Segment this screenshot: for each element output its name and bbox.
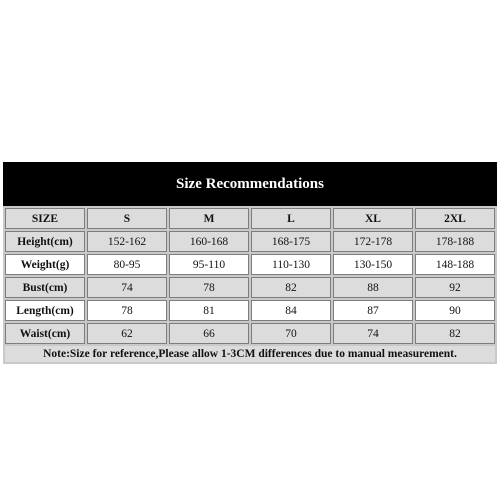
size-table bbox=[3, 206, 497, 346]
table-cell: 82 bbox=[251, 277, 331, 298]
table-cell: 80-95 bbox=[87, 254, 167, 275]
table-cell: 66 bbox=[169, 323, 249, 344]
table-row bbox=[5, 254, 495, 275]
table-cell: 172-178 bbox=[333, 231, 413, 252]
size-chart-title: Size Recommendations bbox=[3, 162, 497, 206]
table-cell: 178-188 bbox=[415, 231, 495, 252]
row-label: Height(cm) bbox=[5, 231, 85, 252]
row-label: Weight(g) bbox=[5, 254, 85, 275]
table-cell: 130-150 bbox=[333, 254, 413, 275]
table-cell: 110-130 bbox=[251, 254, 331, 275]
header-cell: 2XL bbox=[415, 208, 495, 229]
header-cell: L bbox=[251, 208, 331, 229]
table-cell: 152-162 bbox=[87, 231, 167, 252]
table-cell: 78 bbox=[169, 277, 249, 298]
table-row bbox=[5, 323, 495, 344]
header-cell: M bbox=[169, 208, 249, 229]
table-cell: 88 bbox=[333, 277, 413, 298]
header-cell: S bbox=[87, 208, 167, 229]
table-header-row bbox=[5, 208, 495, 229]
table-cell: 74 bbox=[87, 277, 167, 298]
size-note: Note:Size for reference,Please allow 1-3CM differences due to manual measurement. bbox=[3, 344, 497, 364]
table-cell: 62 bbox=[87, 323, 167, 344]
row-label: Length(cm) bbox=[5, 300, 85, 321]
header-cell: XL bbox=[333, 208, 413, 229]
table-cell: 70 bbox=[251, 323, 331, 344]
table-cell: 84 bbox=[251, 300, 331, 321]
table-cell: 78 bbox=[87, 300, 167, 321]
table-row bbox=[5, 277, 495, 298]
table-cell: 74 bbox=[333, 323, 413, 344]
table-row bbox=[5, 231, 495, 252]
table-cell: 81 bbox=[169, 300, 249, 321]
table-cell: 168-175 bbox=[251, 231, 331, 252]
table-cell: 148-188 bbox=[415, 254, 495, 275]
table-cell: 95-110 bbox=[169, 254, 249, 275]
row-label: Waist(cm) bbox=[5, 323, 85, 344]
table-cell: 160-168 bbox=[169, 231, 249, 252]
size-chart bbox=[3, 162, 497, 364]
header-cell: SIZE bbox=[5, 208, 85, 229]
table-cell: 90 bbox=[415, 300, 495, 321]
table-cell: 92 bbox=[415, 277, 495, 298]
table-cell: 82 bbox=[415, 323, 495, 344]
row-label: Bust(cm) bbox=[5, 277, 85, 298]
table-row bbox=[5, 300, 495, 321]
table-cell: 87 bbox=[333, 300, 413, 321]
